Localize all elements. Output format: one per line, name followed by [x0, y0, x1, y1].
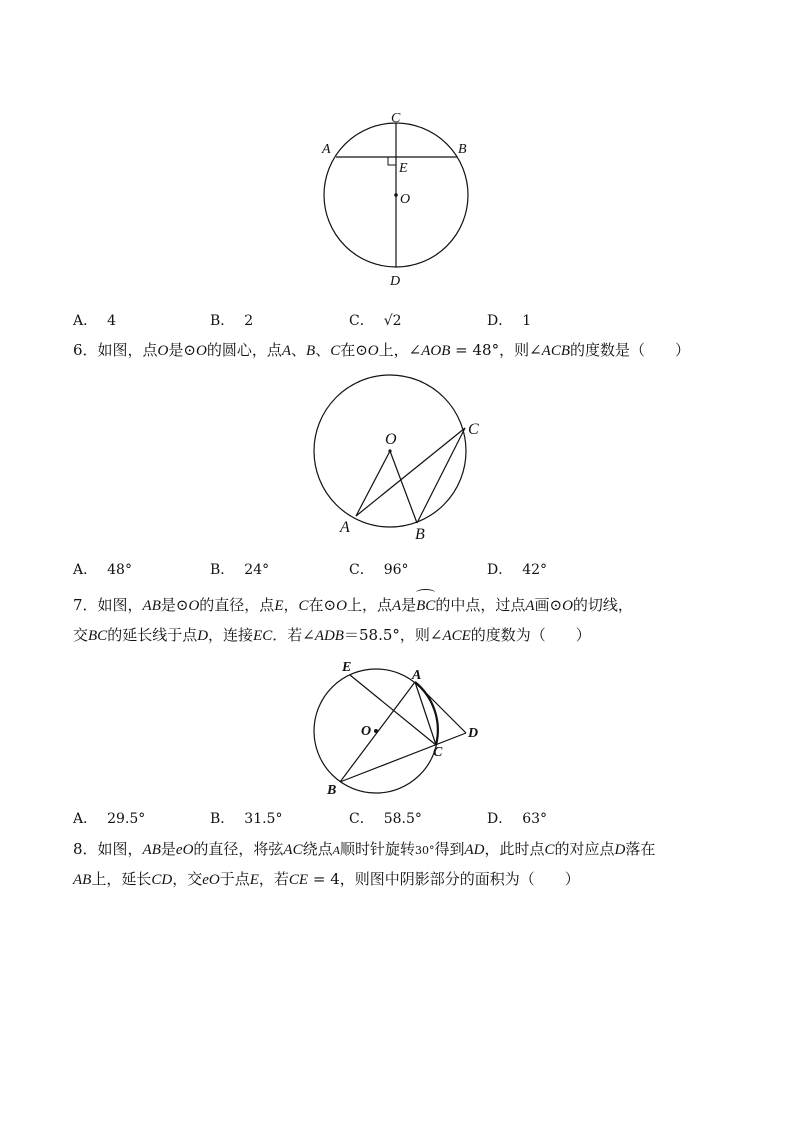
options-q7 [73, 808, 753, 828]
option-b[interactable]: B． 24° [210, 562, 270, 578]
label-d: D [468, 726, 479, 741]
options-q6 [73, 559, 753, 579]
label-d: D [390, 274, 401, 289]
label-e: E [399, 161, 408, 176]
option-a[interactable]: A． 4 [73, 313, 117, 329]
label-b: B [415, 526, 425, 543]
segment-ob [390, 451, 417, 523]
option-d[interactable]: D． 63° [487, 811, 548, 827]
label-a: A [340, 519, 350, 536]
label-c: C [433, 745, 443, 760]
label-o: O [385, 431, 397, 448]
figure-q7 [300, 655, 500, 805]
arc-bc: BC [416, 591, 435, 621]
option-a[interactable]: A． 48° [73, 562, 132, 578]
options-q5 [73, 310, 753, 330]
right-angle-mark [388, 157, 396, 165]
center-point [394, 193, 398, 197]
option-d[interactable]: D． 42° [487, 562, 548, 578]
label-o: O [361, 724, 372, 739]
label-c: C [391, 111, 401, 126]
label-e: E [342, 660, 352, 675]
option-b[interactable]: B． 2 [210, 313, 254, 329]
question-8-line-1: 8．如图，AB是eO的直径，将弦AC绕点A顺时针旋转30°得到AD，此时点C的对应点D落在 [73, 840, 656, 858]
option-c[interactable]: C． √2 [349, 313, 402, 329]
segment-oa [356, 451, 390, 516]
question-7-line-2: 交BC的延长线于点D，连接EC．若∠ADB＝58.5°，则∠ACE的度数为（ ） [73, 626, 591, 644]
segment-bc [417, 428, 465, 523]
question-6-line: 6．如图，点O是⊙O的圆心，点A、B、C在⊙O上，∠AOB = 48°，则∠ACB的度数是（ ） [73, 341, 691, 359]
figure-q6 [300, 368, 500, 548]
option-c[interactable]: C． 58.5° [349, 811, 422, 827]
option-a[interactable]: A． 29.5° [73, 811, 146, 827]
center-point [388, 449, 391, 452]
segment-ac [356, 428, 465, 516]
question-7-line-1: 7．如图，AB是⊙O的直径，点E，C在⊙O上，点A是BC的中点，过点A画⊙O的切线， [73, 590, 763, 620]
figure-q5 [310, 100, 480, 300]
question-8 [73, 834, 763, 894]
center-point [374, 729, 378, 733]
label-a: A [322, 142, 331, 157]
tangent-ad [415, 682, 466, 733]
question-6 [73, 335, 763, 365]
question-8-line-2: AB上，延长CD，交eO于点E，若CE = 4，则图中阴影部分的面积为（ ） [73, 870, 580, 888]
label-b: B [458, 142, 467, 157]
label-a: A [412, 668, 422, 683]
option-d[interactable]: D． 1 [487, 313, 532, 329]
label-b: B [327, 783, 337, 798]
label-c: C [468, 421, 479, 438]
label-o: O [400, 192, 411, 207]
question-7 [73, 590, 763, 650]
option-b[interactable]: B． 31.5° [210, 811, 283, 827]
option-c[interactable]: C． 96° [349, 562, 409, 578]
